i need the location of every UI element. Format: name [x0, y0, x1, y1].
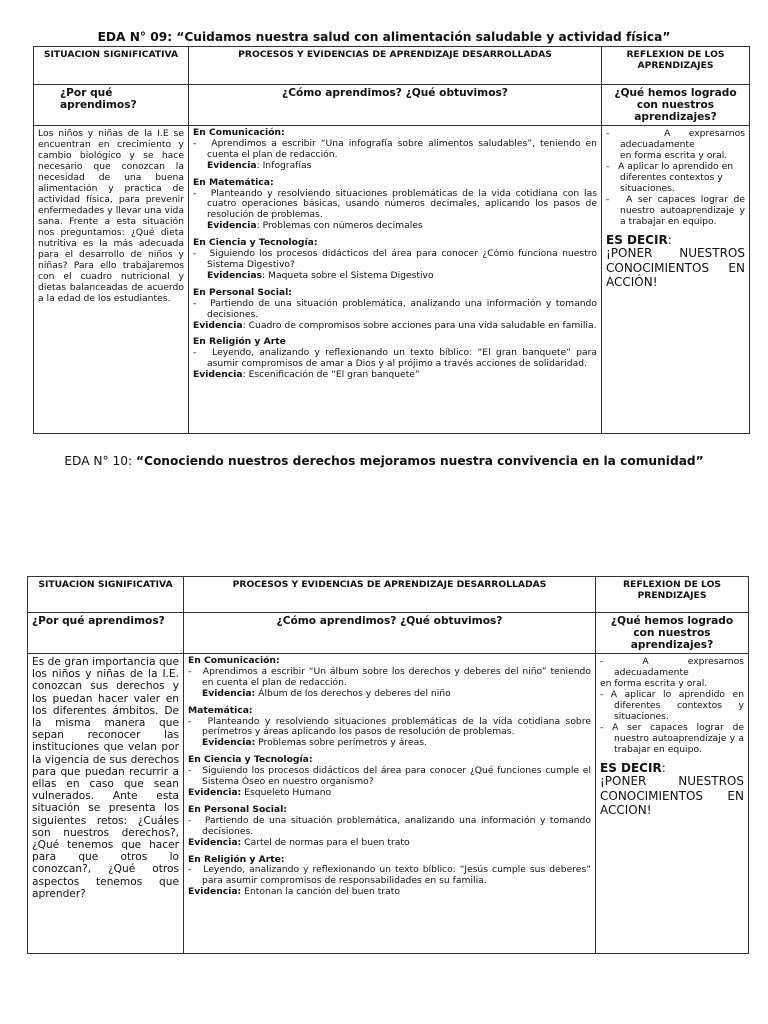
question-how: ¿Cómo aprendimos? ¿Qué obtuvimos?: [189, 85, 602, 126]
area-item: - Leyendo, analizando y reflexionando un texto bíblico: “Jesús cumple sus deberes” para asumir compromisos de responsabilidades en su familia.: [188, 864, 592, 887]
eda-09-table: [33, 46, 750, 434]
poner-conocimientos: ¡PONER NUESTROS CONOCIMIENTOS EN ACCION!: [600, 774, 744, 817]
situation-text: Los niños y niñas de la I.E se encuentran en crecimiento y cambio biológico y se hace necesario que conozcan la necesidad de una buena alimentación y practica de actividad física, para prevenir enfermedades y llevar una vida sana. Frente a esta situación nos preguntamos: ¿Qué dieta nutritiva es la más adecuada para el desarrollo de niños y niñas? Para ello trabajaremos con el cuadro nutricional y dietas balanceadas de acuerdo a la edad de los estudiantes.: [34, 126, 189, 434]
area-comunicacion: En Comunicación:: [188, 655, 280, 666]
area-item: - Aprendimos a escribir “Una infografía sobre alimentos saludables”, teniendo en cuenta el plan de redacción.: [193, 137, 598, 160]
reflection-cell: [596, 654, 749, 954]
area-item: - Planteando y resolviendo situaciones problemáticas de la vida cotidiana sobre perímetros y áreas aplicando los pasos de resolución de problemas.: [188, 715, 591, 738]
area-personal-social: En Personal Social:: [188, 803, 287, 815]
question-what: ¿Qué hemos logrado con nuestros aprendizajes?: [596, 613, 749, 654]
reflection-item: - A expresarnos adecuadamente: [600, 656, 744, 678]
evidence: Evidencia: Entonan la canción del buen trato: [188, 886, 401, 898]
area-religion: En Religión y Arte: [193, 336, 286, 348]
es-decir-label: ES DECIR:: [606, 233, 672, 247]
reflection-item: - A ser capaces lograr de nuestro autoaprendizaje y a trabajar en equipo.: [606, 194, 746, 227]
reflection-cell: [602, 126, 750, 434]
question-why: ¿Por qué aprendimos?: [28, 613, 184, 654]
question-why: ¿Por qué aprendimos?: [34, 85, 189, 126]
area-comunicacion: En Comunicación:: [193, 127, 285, 138]
area-item: - Leyendo, analizando y reflexionando un texto bíblico: “El gran banquete” para asumir compromisos de amar a Dios y al prójimo a través acciones de solidaridad.: [193, 347, 597, 370]
evidence: Evidencia: Infografías: [207, 159, 312, 171]
evidence: Evidencia: Álbum de los derechos y deberes del niño: [202, 687, 451, 699]
area-item: - Aprendimos a escribir “Un álbum sobre los derechos y deberes del niño” teniendo en cuenta el plan de redacción.: [188, 665, 591, 688]
area-item: - Siguiendo los procesos didácticos del área para conocer ¿Cómo funciona nuestro Sistema Digestivo?: [193, 248, 597, 270]
evidence: Evidencia: Escenificación de “El gran banquete”: [193, 369, 420, 381]
evidence: Evidencia: Cartel de normas para el buen trato: [188, 836, 410, 848]
question-what: ¿Qué hemos logrado con nuestros aprendizajes?: [602, 85, 750, 126]
reflection-item: - A aplicar lo aprendido en: [606, 161, 734, 172]
area-item: - Partiendo de una situación problemática, analizando una información y tomando decisiones.: [188, 814, 591, 837]
area-item: - Planteando y resolviendo situaciones problemáticas de la vida cotidiana con las cuatro operaciones básicas, usando números decimales, aplicando los pasos de resolución de problemas.: [193, 187, 597, 221]
evidence: Evidencia: Cuadro de compromisos sobre acciones para una vida saludable en familia.: [193, 319, 597, 331]
area-matematica: En Matemática:: [193, 176, 274, 188]
area-item: - Siguiendo los procesos didácticos del área para conocer ¿Qué funciones cumple el Sistema Óseo en nuestro organismo?: [188, 765, 591, 788]
question-how: ¿Cómo aprendimos? ¿Qué obtuvimos?: [184, 613, 596, 654]
area-item: - Partiendo de una situación problemática, analizando una información y tomando decisiones.: [193, 297, 597, 320]
evidence: Evidencia: Problemas sobre perímetros y áreas.: [202, 737, 427, 749]
processes-cell: [189, 126, 602, 434]
reflection-item-cont: en forma escrita y oral.: [620, 150, 728, 161]
reflection-item-cont: en forma escrita y oral.: [600, 678, 708, 689]
evidence: Evidencias: Maqueta sobre el Sistema Digestivo: [207, 269, 434, 281]
eda-10-table: [27, 576, 749, 954]
area-religion: En Religión y Arte:: [188, 853, 285, 865]
header-reflection: REFLEXION DE LOS APRENDIZAJES: [602, 47, 750, 85]
header-processes: PROCESOS Y EVIDENCIAS DE APRENDIZAJE DESARROLLADAS: [189, 47, 602, 85]
evidence: Evidencia: Problemas con números decimales: [207, 220, 423, 232]
evidence: Evidencia: Esqueleto Humano: [188, 786, 332, 798]
area-ciencia: En Ciencia y Tecnología:: [188, 754, 313, 766]
processes-cell: [184, 654, 596, 954]
reflection-item: - A expresarnos adecuadamente: [606, 128, 745, 150]
header-situation: SITUACION SIGNIFICATIVA: [34, 47, 189, 85]
header-situation: SITUACION SIGNIFICATIVA: [28, 577, 184, 613]
reflection-item-cont: diferentes contextos y situaciones.: [620, 172, 723, 194]
area-matematica: Matemática:: [188, 704, 253, 716]
reflection-item: - A aplicar lo aprendido en diferentes contextos y situaciones.: [600, 689, 744, 722]
header-reflection: REFLEXION DE LOS PRENDIZAJES: [596, 577, 749, 613]
reflection-item: - A ser capaces lograr de nuestro autoaprendizaje y a trabajar en equipo.: [600, 722, 744, 755]
area-personal-social: En Personal Social:: [193, 286, 292, 298]
es-decir-label: ES DECIR:: [600, 761, 666, 775]
header-processes: PROCESOS Y EVIDENCIAS DE APRENDIZAJE DESARROLLADAS: [184, 577, 596, 613]
eda-09-title: EDA N° 09: “Cuidamos nuestra salud con alimentación saludable y actividad física”: [97, 30, 671, 44]
poner-conocimientos: ¡PONER NUESTROS CONOCIMIENTOS EN ACCIÓN!: [606, 246, 745, 289]
eda-10-title: EDA N° 10: “Conociendo nuestros derechos mejoramos nuestra convivencia en la comunidad”: [64, 454, 704, 468]
situation-text: Es de gran importancia que los niños y niñas de la I.E. conozcan sus derechos y los puedan hacer valer en los diferentes ámbitos. De la misma manera que sepan reconocer las instituciones que velan por la vigencia de sus derechos para que puedan recurrir a ellas en caso que sean vulnerados. Ante esta situación se presenta los siguientes retos: ¿Cuáles son nuestros derechos?, ¿Qué tenemos que hacer para que otros lo conozcan?, ¿Qué otros aspectos tenemos que aprender?: [28, 654, 184, 954]
area-ciencia: En Ciencia y Tecnología:: [193, 237, 318, 249]
